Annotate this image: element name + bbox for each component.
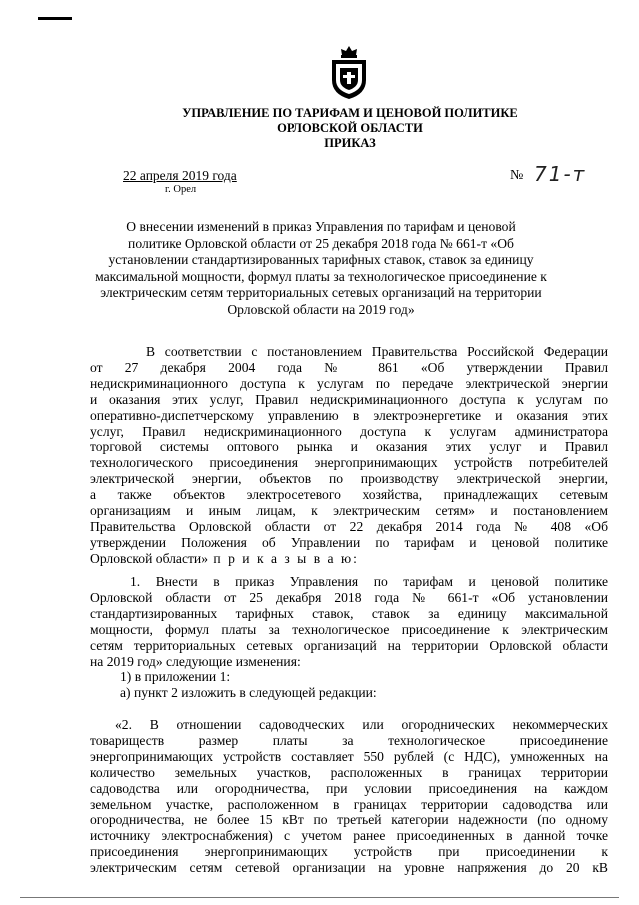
text-line: электрической энергии, объектов по производству электрической энергии, (90, 471, 608, 487)
text-line: оперативно-диспетчерскому управлению в электроэнергетике и оказания этих (90, 407, 608, 423)
text-line: источнику электроснабжения) с учетом ранее присоединенных в данной точке (90, 828, 608, 844)
document-number-label: № (510, 168, 524, 183)
text-line: земельном участке, расположенном в границах территории садоводства или (90, 796, 608, 812)
text-line: организациям и иным лицам, к электрическим сетям» и постановлением (90, 503, 608, 519)
text-line: услуг, Правил недискриминационного доступа к услугам администратора (90, 423, 608, 439)
preamble-paragraph (90, 344, 608, 567)
title-line: политике Орловской области от 25 декабря 2018 года № 661-т «Об (128, 235, 514, 251)
text-line: электрическим сетям сетевой организации на уровне напряжения до 20 кВ (90, 860, 608, 876)
text-line: огородничества, не более 15 кВт по третьей категории надежности (по одному (90, 812, 608, 828)
title-line: установлении стандартизированных тарифных ставок, ставок за единицу (108, 252, 534, 268)
text-line: Орловской области от 25 декабря 2018 года № 661-т «Об установлении (90, 589, 608, 605)
title-line: Орловской области на 2019 год» (227, 301, 415, 317)
title-line: максимальной мощности, формул платы за технологическое присоединение к (95, 268, 547, 284)
text-line: от 27 декабря 2004 года № 861 «Об утверждении Правил (90, 359, 608, 375)
text-line: сетям территориальных сетевых организаций на территории Орловской области (90, 637, 608, 653)
text-line: торговой системы оптового рынка и оказания этих услуг и Правил (90, 439, 608, 455)
text-line: 1. Внести в приказ Управления по тарифам и ценовой политике (130, 574, 608, 589)
text-line: мощности, формул платы за технологическое присоединение к электрическим (90, 621, 608, 637)
text-line: В соответствии с постановлением Правительства Российской Федерации (146, 344, 608, 359)
document-date: 22 апреля 2019 года (123, 168, 237, 183)
point-2-paragraph (90, 717, 608, 876)
title-line: О внесении изменений в приказ Управления по тарифам и ценовой (126, 219, 516, 234)
document-city: г. Орел (165, 184, 197, 195)
text-line: количество земельных участков, расположенных в границах территории (90, 764, 608, 780)
text-line (90, 551, 608, 567)
text-line: недискриминационного доступа к услугам по передаче электрической энергии (90, 375, 608, 391)
text-line: Правительства Орловской области от 22 декабря 2014 года № 408 «Об (90, 518, 608, 534)
document-title (90, 219, 552, 319)
scan-mark (38, 17, 72, 20)
text-line: и оказания этих услуг, Правил недискриминационного доступа к услугам по (90, 391, 608, 407)
sub-item-1a: а) пункт 2 изложить в следующей редакции: (120, 685, 377, 701)
text-line: энергопринимающих устройств составляет 550 рублей (с НДС), умноженных на (90, 748, 608, 764)
text-line: садоводства или огородничества, при условии присоединения на каждом (90, 780, 608, 796)
document-type: ПРИКАЗ (324, 136, 376, 150)
text-line: утверждении Положения об Управлении по тарифам и ценовой политике (90, 534, 608, 550)
document-number-handwritten: 71-т (534, 162, 587, 186)
text-fragment: Орловской области» (90, 550, 209, 566)
title-line: электрическим сетям территориальных сетевых организаций на территории (100, 285, 542, 301)
text-line: а также объектов электросетевого хозяйства, принадлежащих сетевым (90, 487, 608, 503)
sub-item-1: 1) в приложении 1: (120, 669, 231, 685)
text-line: «2. В отношении садоводческих или огороднических некоммерческих (115, 717, 608, 732)
text-line: присоединения энергопринимающих устройств при присоединении к (90, 844, 608, 860)
organization-name-line1: УПРАВЛЕНИЕ ПО ТАРИФАМ И ЦЕНОВОЙ ПОЛИТИКЕ (182, 106, 518, 120)
item-1-paragraph (90, 574, 608, 701)
coat-of-arms-icon (327, 44, 371, 100)
text-line: стандартизированных тарифных ставок, ставок за единицу максимальной (90, 605, 608, 621)
text-line: товариществ размер платы за технологическое присоединение (90, 732, 608, 748)
text-line: технологического присоединения энергопринимающих устройств потребителей (90, 455, 608, 471)
text-line: на 2019 год» следующие изменения: (90, 653, 301, 669)
decree-word: п р и к а з ы в а ю: (208, 550, 359, 566)
scan-edge (20, 897, 619, 898)
organization-name-line2: ОРЛОВСКОЙ ОБЛАСТИ (277, 121, 423, 135)
